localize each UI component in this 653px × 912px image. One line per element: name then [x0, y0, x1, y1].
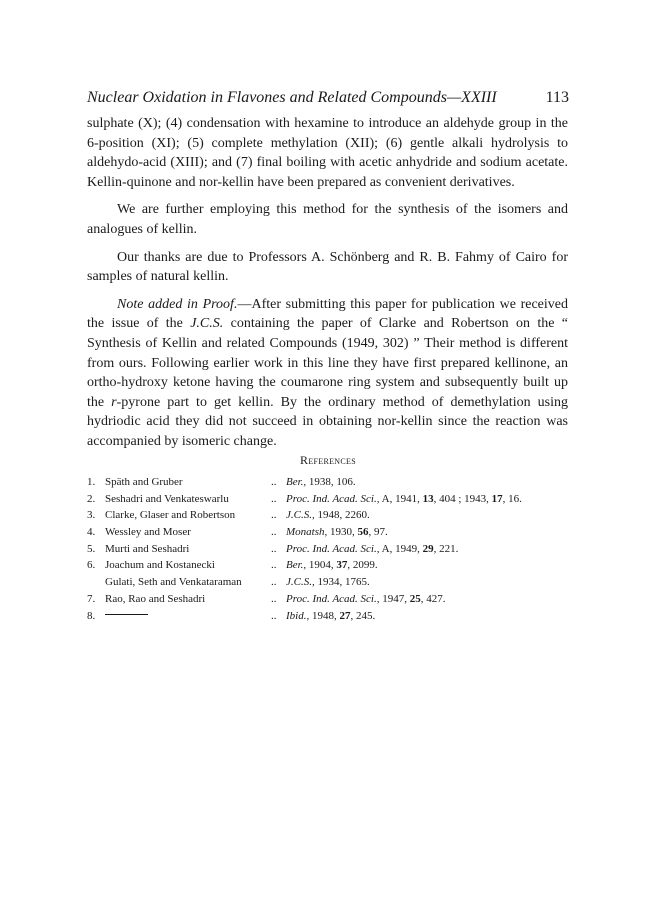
- reference-citation: J.C.S., 1934, 1765.: [286, 576, 370, 589]
- reference-leader: ..: [271, 492, 277, 505]
- reference-item: [87, 507, 569, 524]
- reference-authors: Seshadri and Venkateswarlu: [105, 492, 229, 505]
- reference-item: [87, 524, 569, 541]
- reference-citation: Monatsh, 1930, 56, 97.: [286, 526, 388, 539]
- paragraph-acknowledgement: Our thanks are due to Professors A. Schönberg and R. B. Fahmy of Cairo for samples of natural kellin.: [87, 249, 568, 285]
- reference-authors: Clarke, Glaser and Robertson: [105, 509, 236, 522]
- references-heading: References: [300, 453, 356, 467]
- paragraph-continued: sulphate (X); (4) condensation with hexamine to introduce an aldehyde group in the 6-position (XI); (5) complete methylation (XII); (6) gentle alkali hydrolysis to aldehydo-acid (XIII); and (7) final boiling with acetic anhydride and sodium acetate. Kellin-quinone and nor-kellin have been prepared as convenient derivatives.: [87, 116, 568, 190]
- ditto-rule: [105, 614, 148, 615]
- reference-item: [87, 557, 569, 574]
- reference-item: [87, 491, 569, 508]
- reference-number: 5.: [87, 542, 96, 555]
- reference-citation: Proc. Ind. Acad. Sci., A, 1941, 13, 404 ; 1943, 17, 16.: [286, 492, 522, 505]
- reference-ditto-dash: [105, 608, 148, 625]
- references-list: [87, 474, 569, 624]
- reference-citation: Proc. Ind. Acad. Sci., 1947, 25, 427.: [286, 592, 446, 605]
- reference-authors: Wessley and Moser: [105, 526, 191, 539]
- reference-item: [87, 541, 569, 558]
- reference-leader: ..: [271, 592, 277, 605]
- reference-number: 3.: [87, 509, 96, 522]
- reference-item: [87, 608, 569, 625]
- reference-authors: Murti and Seshadri: [105, 542, 190, 555]
- reference-authors: Rao, Rao and Seshadri: [105, 592, 206, 605]
- reference-authors: Späth and Gruber: [105, 476, 183, 488]
- reference-item: [87, 591, 569, 608]
- reference-number: 4.: [87, 526, 96, 539]
- running-title: Nuclear Oxidation in Flavones and Related Compounds—XXIII: [87, 89, 497, 106]
- reference-number: 6.: [87, 559, 96, 572]
- reference-item: [87, 474, 569, 491]
- reference-leader: ..: [271, 526, 277, 539]
- reference-leader: ..: [271, 542, 277, 555]
- reference-authors: Gulati, Seth and Venkataraman: [105, 576, 242, 589]
- page-number: 113: [545, 89, 569, 106]
- reference-leader: ..: [271, 476, 277, 488]
- reference-citation: Ber., 1938, 106.: [286, 476, 356, 488]
- note-lead: Note added in Proof.: [117, 296, 238, 312]
- reference-citation: Ber., 1904, 37, 2099.: [286, 559, 378, 572]
- paragraph-note-in-proof: [87, 295, 568, 452]
- note-gamma: r: [111, 394, 117, 410]
- note-text-b: containing the paper of Clarke and Robertson on the “ Synthesis of Kellin and related Compounds (1949, 302) ” Their method is different from ours. Following earlier work in this line they have first prepared kellinone, an ortho-hydroxy ketone having the coumarone ring system and subsequently built up the: [87, 316, 568, 410]
- page-header: [87, 88, 569, 108]
- reference-number: 2.: [87, 492, 96, 505]
- reference-number: 8.: [87, 609, 96, 622]
- reference-number: 1.: [87, 476, 96, 488]
- note-text-c: -pyrone part to get kellin. By the ordinary method of demethylation using hydriodic acid they did not succeed in obtaining nor-kellin since the reaction was accompanied by isomeric change.: [87, 394, 568, 449]
- reference-leader: ..: [271, 509, 277, 522]
- reference-number: 7.: [87, 592, 96, 605]
- reference-leader: ..: [271, 576, 277, 589]
- reference-item: [87, 574, 569, 591]
- reference-leader: ..: [271, 609, 277, 622]
- paragraph-isomers: We are further employing this method for the synthesis of the isomers and analogues of kellin.: [87, 202, 568, 237]
- reference-citation: Proc. Ind. Acad. Sci., A, 1949, 29, 221.: [286, 542, 459, 555]
- note-journal: J.C.S.: [190, 316, 224, 332]
- reference-citation: J.C.S., 1948, 2260.: [286, 509, 370, 522]
- reference-authors: Joachum and Kostanecki: [105, 559, 215, 572]
- note-text-a: —After submitting this paper for publication we received the issue of the: [87, 296, 568, 332]
- reference-leader: ..: [271, 559, 277, 572]
- body-text: [87, 114, 568, 452]
- reference-citation: Ibid., 1948, 27, 245.: [286, 609, 376, 622]
